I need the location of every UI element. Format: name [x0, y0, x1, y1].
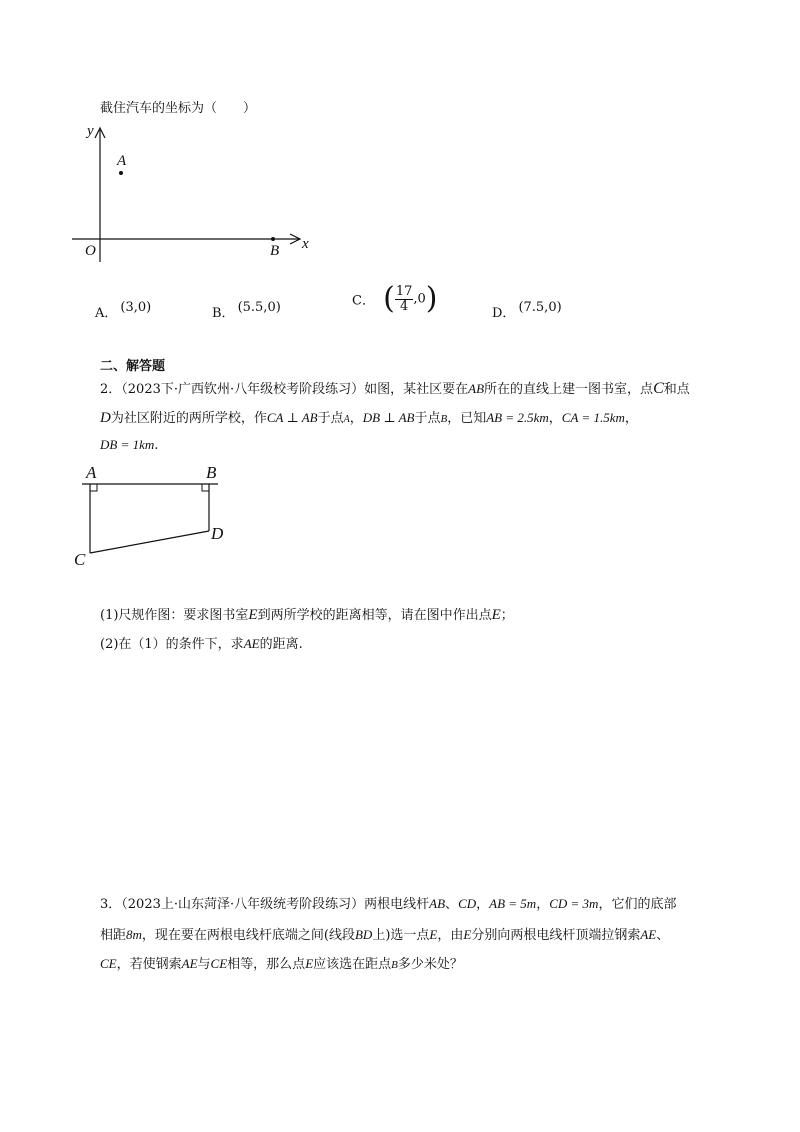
q1-x-axis-label: x: [302, 236, 309, 252]
q2-line-3: DB = 1km.: [100, 437, 159, 453]
q1-option-b-value: (5.5,0): [237, 300, 281, 315]
q2-subquestion-1: (1)尺规作图：要求图书室E到两所学校的距离相等，请在图中作出点E；: [100, 607, 514, 623]
q3-line-1: 3．（2023上·山东菏泽·八年级统考阶段练习）两根电线杆AB、CD，AB = 5m，CD = 3m，它们的底部: [100, 896, 677, 912]
q1-option-d-value: (7.5,0): [518, 300, 562, 315]
q1-origin-label: O: [85, 243, 96, 259]
q1-option-d[interactable]: D． (7.5,0): [492, 300, 562, 321]
q2-line-2: D为社区附近的两所学校，作CA ⊥ AB于点A，DB ⊥ AB于点B，已知AB = 2.5km，CA = 1.5km，: [100, 410, 638, 426]
q1-stem-tail: 截住汽车的坐标为（ ）: [100, 101, 257, 116]
q1-option-a[interactable]: A． (3,0): [95, 300, 152, 321]
q1-point-a-label: A: [117, 153, 127, 169]
q2-line-1: 2．（2023下·广西钦州·八年级校考阶段练习）如图，某社区要在AB所在的直线上建一图书室，点C和点: [100, 380, 690, 397]
q2-figure-label-d: D: [211, 524, 224, 543]
q2-subquestion-2: (2)在（1）的条件下，求AE的距离.: [100, 636, 303, 652]
section-title: 二、解答题: [100, 359, 166, 374]
q1-option-c[interactable]: C． ( $\frac{17}{4}$ ,0): [352, 281, 438, 316]
q1-option-a-value: (3,0): [120, 300, 152, 315]
q1-option-c-fraction: $\frac{17}{4}$: [395, 283, 413, 314]
q1-y-axis-label: y: [87, 123, 94, 139]
q2-figure-label-a: A: [86, 463, 97, 482]
q2-figure-label-b: B: [206, 463, 217, 482]
q1-point-b-label: B: [270, 243, 280, 259]
q3-line-2: 相距8m，现在要在两根电线杆底端之间(线段BD上)选一点E，由E分别向两根电线杆顶端拉钢索AE、: [100, 927, 670, 943]
q3-line-3: CE，若使钢索AE与CE相等，那么点E应该选在距点B多少米处？: [100, 956, 463, 972]
q1-option-b[interactable]: B． (5.5,0): [212, 300, 281, 321]
q2-figure-label-c: C: [74, 550, 86, 569]
